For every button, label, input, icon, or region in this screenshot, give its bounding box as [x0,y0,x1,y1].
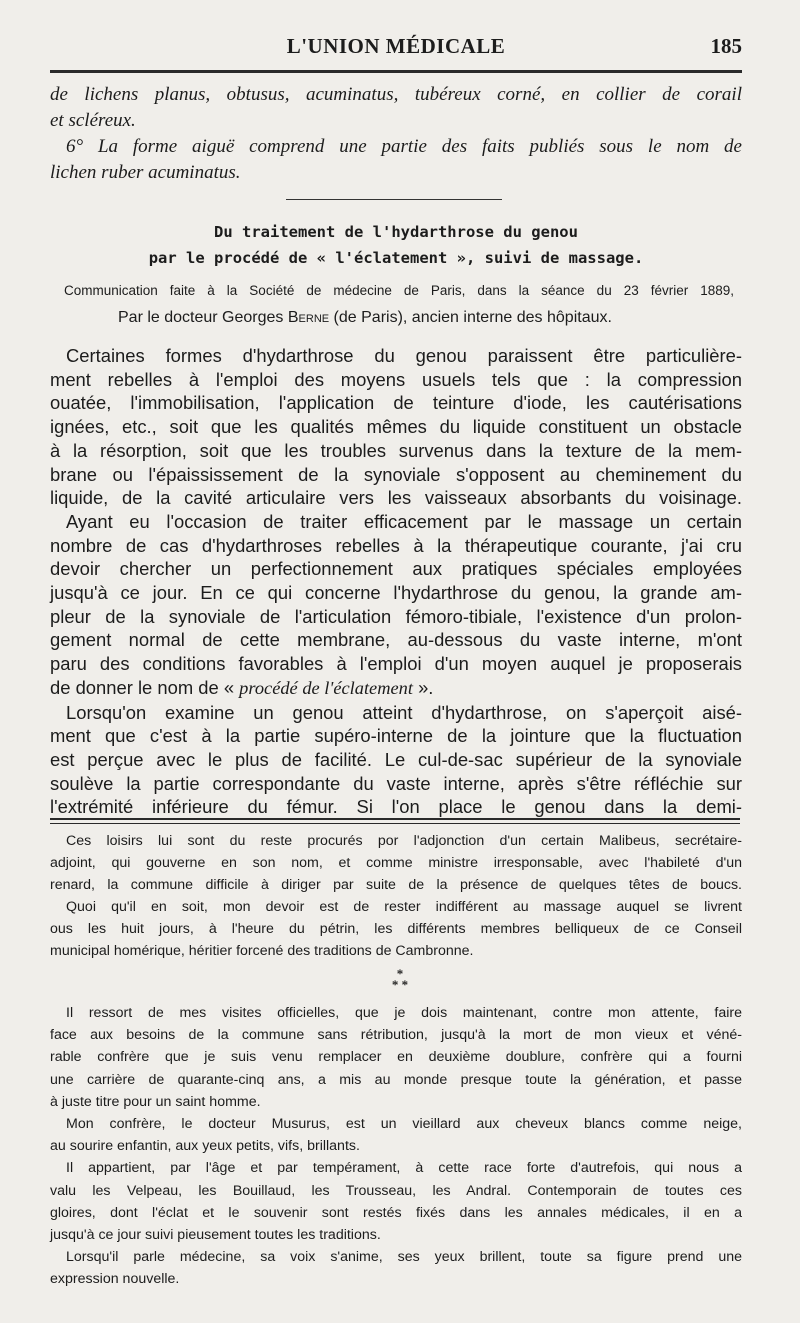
text-line: Mon confrère, le docteur Musurus, est un vieillard aux cheveux blancs comme neige, [66,1116,742,1133]
text-line: ment que c'est à la partie supéro-interne de la jointure que la fluctuation [50,725,742,747]
text-line: jusqu'à ce jour suivi pieusement toutes les traditions. [50,1227,381,1244]
text-line: ouatée, l'immobilisation, l'application de teinture d'iode, les cautérisations [50,392,742,414]
text-line: et scléreux. [50,110,136,131]
previous-article-end [50,82,742,186]
text-line: renard, la commune difficile à diriger par suite de la présence de quelques têtes de boucs. [50,877,742,893]
text-line: est perçue avec le plus de facilité. Le cul-de-sac supérieur de la synoviale [50,748,742,770]
text-line: liquide, de la cavité articulaire vers les vaisseaux absorbants du voisinage. [50,487,742,509]
article-body [50,344,742,819]
text-line: Quoi qu'il en soit, mon devoir est de rester indifférent au massage auquel se livrent [66,899,742,915]
text-line: jusqu'à ce jour. En ce qui concerne l'hydarthrose du genou, la grande am- [50,582,742,604]
emphasis-term: procédé de l'éclatement [239,677,413,698]
text-line: municipal homérique, héritier forcené des traditions de Cambronne. [50,943,474,959]
communication-note: Communication faite à la Société de médecine de Paris, dans la séance du 23 février 1889, [64,283,734,298]
text-line: lichen ruber acuminatus. [50,162,241,183]
text-line: ignées, etc., soit que les qualités mêmes du liquide constituent un obstacle [50,416,742,438]
text-line: adjoint, qui gouverne en son nom, et comme ministre irresponsable, avec l'habileté d'un [50,855,742,871]
asterism-stars: * * [391,977,409,992]
feuilleton-rule [50,823,740,824]
text-line: rable confrère que je suis venu remplacer en deuxième doublure, confrère qui a fourni [50,1049,742,1066]
text-line: Lorsqu'il parle médecine, sa voix s'anime, ses yeux brillent, toute sa figure prend une [66,1249,742,1266]
text-line: Certaines formes d'hydarthrose du genou paraissent être particulière- [66,345,742,366]
running-header [50,34,742,66]
text-line: 6° La forme aiguë comprend une partie des faits publiés sous le nom de [66,136,742,157]
article-title-line: Du traitement de l'hydarthrose du genou [214,223,578,241]
text-line: valu les Velpeau, les Bouillaud, les Trousseau, les Andral. Contemporain de toutes ces [50,1182,742,1199]
asterism [0,968,800,990]
text-line: Ces loisirs lui sont du reste procurés por l'adjonction d'un certain Malibeus, secrétaire- [66,833,742,849]
text-line: à la résorption, soit que les troubles survenus dans la texture de la mem- [50,439,742,461]
page-number: 185 [710,34,742,58]
text-line: une carrière de quarante-cinq ans, a mis au monde presque toute la génération, et passe [50,1071,742,1088]
text-line: soulève la partie correspondante du vaste interne, après s'être réfléchie sur [50,772,742,794]
text-line: de donner le nom de « procédé de l'éclatement ». [50,676,434,698]
feuilleton-rule [50,818,740,820]
author-suffix: (de Paris), ancien interne des hôpitaux. [329,309,612,326]
article-title-line: par le procédé de « l'éclatement », suivi de massage. [148,249,644,267]
text-line: Lorsqu'on examine un genou atteint d'hydarthrose, on s'aperçoit aisé- [66,701,742,723]
text-line: à juste titre pour un saint homme. [50,1093,261,1110]
text-line: paru des conditions favorables à l'emploi d'un moyen auquel je proposerais [50,653,742,675]
text-line: face aux besoins de la commune sans rétribution, jusqu'à la mort de mon vieux et véné- [50,1027,742,1044]
text-line: gloires, dont l'éclat et le souvenir sont restés fixés dans les annales médicales, il en a [50,1204,742,1221]
author-name: Berne [287,309,330,326]
text-line: Il appartient, par l'âge et par tempérament, à cette race forte d'autrefois, qui nous a [66,1160,742,1177]
author-prefix: Par le docteur Georges [118,309,288,326]
text-span: ». [412,676,434,698]
journal-title: L'UNION MÉDICALE [286,34,506,58]
feuilleton-part-2 [50,1002,742,1291]
text-line: nombre de cas d'hydarthroses rebelles à la thérapeutique courante, j'ai cru [50,534,742,556]
section-divider [286,199,502,200]
text-line: au sourire enfantin, aux yeux petits, vifs, brillants. [50,1138,360,1155]
author-line [118,308,678,328]
feuilleton-part-1 [50,830,742,962]
text-line: expression nouvelle. [50,1271,180,1288]
text-line: ous les huit jours, à l'heure du pétrin, les différents membres belliqueux de ce Conseil [50,921,742,937]
text-line: Il ressort de mes visites officielles, que je dois maintenant, contre mon attente, faire [66,1005,742,1021]
text-line: Ayant eu l'occasion de traiter efficacement par le massage un certain [66,510,742,532]
text-span: de donner le nom de [50,676,224,698]
asterism-star: * [396,966,404,981]
text-line: gement normal de cette membrane, au-dessous du vaste interne, m'ont [50,629,742,651]
text-line: pleur de la synoviale de l'articulation fémoro-tibiale, l'existence d'un prolon- [50,605,742,627]
text-line: devoir chercher un perfectionnement aux pratiques spéciales employées [50,558,742,580]
article-title [50,219,742,271]
text-line: de lichens planus, obtusus, acuminatus, tubéreux corné, en collier de corail [50,84,742,105]
header-rule [50,70,742,73]
text-line: brane ou l'épaississement de la synoviale s'opposent au cheminement du [50,463,742,485]
text-line: ment rebelles à l'emploi des moyens usuels tels que : la compression [50,368,742,390]
text-line: l'extrémité inférieure du fémur. Si l'on place le genou dans la demi- [50,796,742,818]
